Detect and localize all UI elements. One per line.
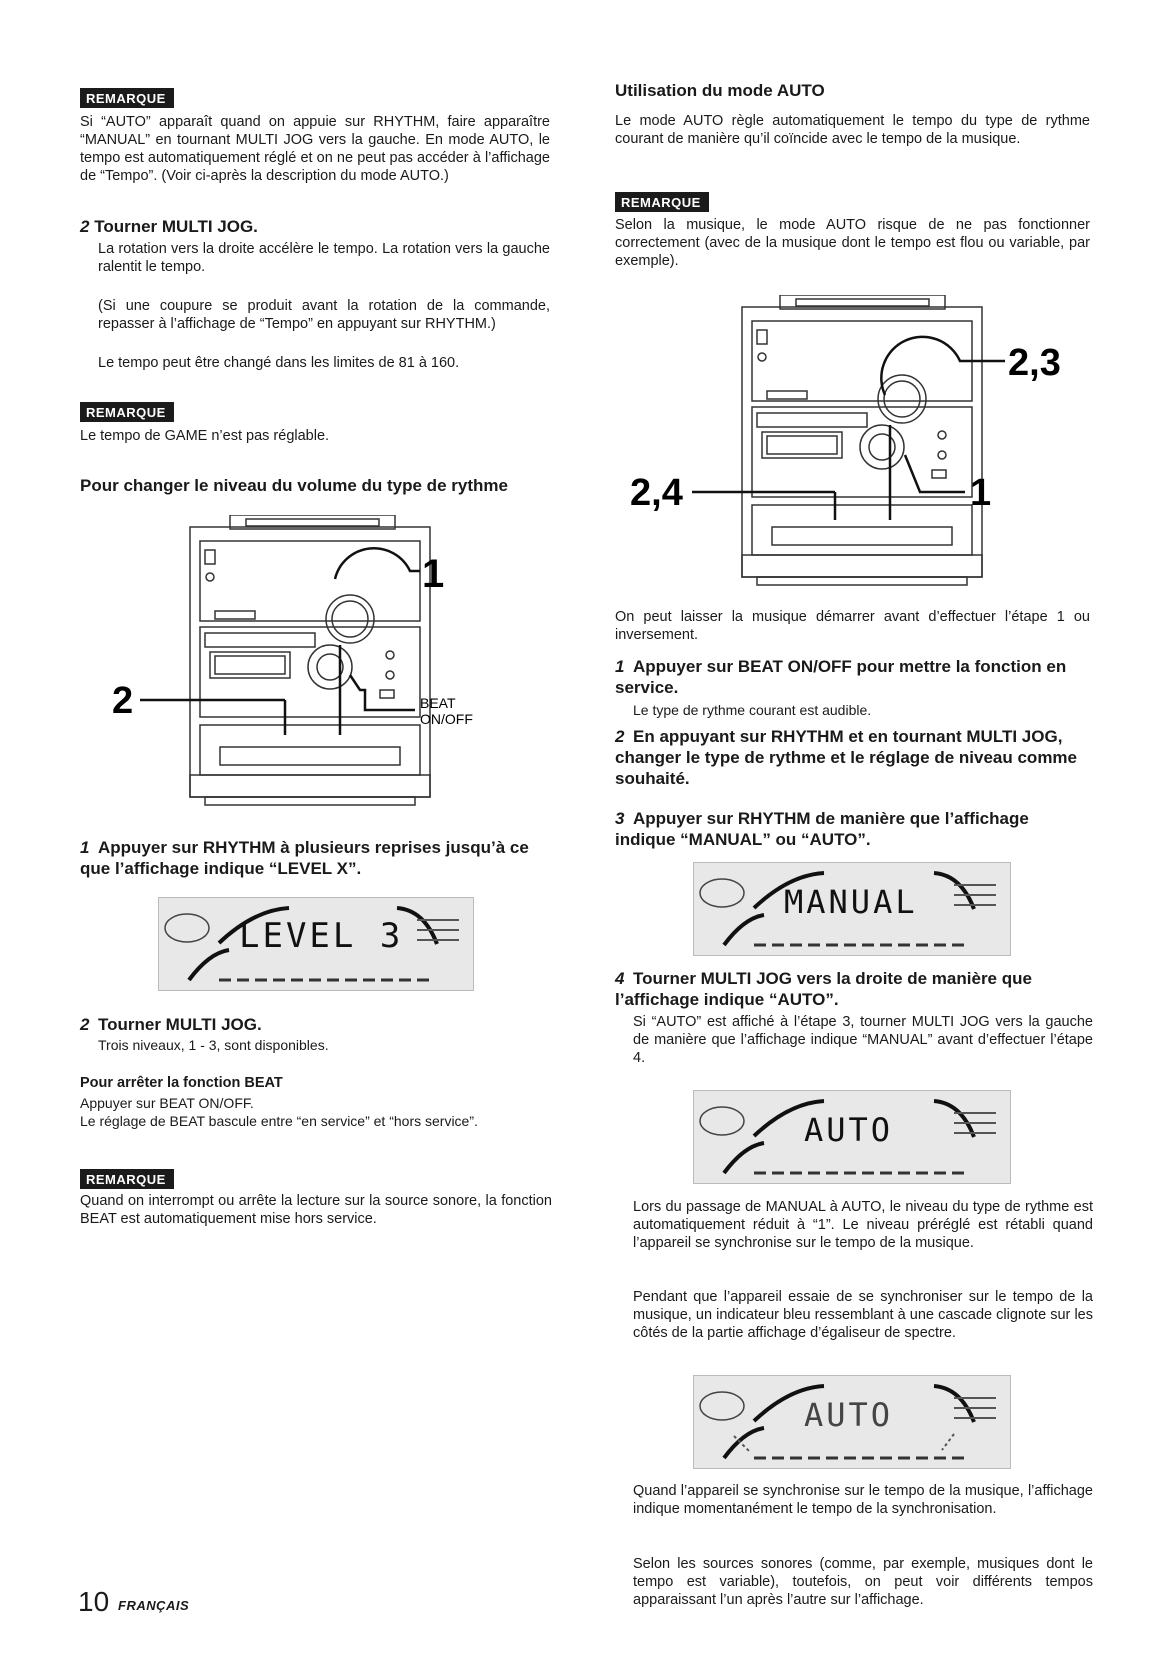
step-title: Appuyer sur RHYTHM à plusieurs reprises jusqu’à ce que l’affichage indique “LEVEL X”. [80,838,529,878]
paragraph: Selon les sources sonores (comme, par exemple, musiques dont le tempo est variable), toutefois, on peut voir différents tempos apparaissant l’un après l’autre sur l’affichage. [633,1556,1093,1608]
beat-stop-title: Pour arrêter la fonction BEAT [80,1075,283,1091]
stereo-figure [630,295,1070,595]
step-title: Tourner MULTI JOG. [94,217,258,236]
step-heading [80,837,555,879]
callout-1: 1 [422,552,445,596]
step-text: Si “AUTO” est affiché à l’étape 3, tourner MULTI JOG vers la gauche de manière que l’affichage indique “MANUAL” avant d’effectuer l’étape 4. [633,1014,1093,1066]
callout-24: 2,4 [630,472,683,514]
lcd-text: MANUAL [784,883,918,921]
step-heading [615,968,1093,1010]
lcd-display-auto [693,1090,1011,1184]
step-note: (Si une coupure se produit avant la rotation de la commande, repasser à l’affichage de “Tempo” en appuyant sur RHYTHM.) [98,298,550,332]
step-text: La rotation vers la droite accélère le tempo. La rotation vers la gauche ralentit le tempo. [98,241,550,275]
step-number: 3 [615,809,625,828]
step-heading [80,1014,555,1035]
stereo-body [190,527,430,797]
page-number: 10 [78,1586,110,1617]
lcd-display-level [158,897,474,991]
beat-stop-line1: Appuyer sur BEAT ON/OFF. [80,1095,254,1111]
step-title: Tourner MULTI JOG vers la droite de manière que l’affichage indique “AUTO”. [615,969,1032,1009]
paragraph: Pendant que l’appareil essaie de se synchroniser sur le tempo de la musique, un indicateur bleu ressemblant à une cascade clignote sur les côtés de la partie affichage d’égaliseur de spectre. [633,1289,1093,1341]
step-title: Tourner MULTI JOG. [98,1015,262,1034]
step-title: En appuyant sur RHYTHM et en tournant MULTI JOG, changer le type de rythme et le réglage de niveau comme souhaité. [615,727,1078,788]
step-text: Trois niveaux, 1 - 3, sont disponibles. [98,1037,329,1053]
remark-badge: REMARQUE [80,402,174,422]
paragraph: Lors du passage de MANUAL à AUTO, le niveau du type de rythme est automatiquement réduit à “1”. Le niveau préréglé est rétabli quand l’appareil se synchronise sur le tempo de la musique. [633,1199,1093,1251]
remark-text: Si “AUTO” apparaît quand on appuie sur RHYTHM, faire apparaître “MANUAL” en tournant MULTI JOG vers la gauche. En mode AUTO, le tempo est automatiquement réglé et on ne peut pas accéder à l’affichage de “Tempo”. (Voir ci-après la description du mode AUTO.) [80,114,550,184]
remark-text: Selon la musique, le mode AUTO risque de ne pas fonctionner correctement (avec de la musique dont le tempo est flou ou variable, par exemple). [615,217,1090,269]
multi-jog-knob [878,375,926,423]
step-heading [615,726,1093,789]
lcd-text: AUTO [804,1111,894,1149]
step-number: 4 [615,969,625,988]
stereo-figure [110,515,530,820]
step-range-text: Le tempo peut être changé dans les limites de 81 à 160. [98,355,460,371]
lcd-text: LEVEL 3 [239,916,404,956]
step-number: 2 [80,217,90,236]
step-number: 2 [80,1015,90,1034]
beat-stop-line2: Le réglage de BEAT bascule entre “en service” et “hors service”. [80,1113,478,1129]
stereo-body [742,307,982,577]
callout-23: 2,3 [1008,342,1061,384]
step-title: Appuyer sur RHYTHM de manière que l’affichage indique “MANUAL” ou “AUTO”. [615,809,1029,849]
remark-badge: REMARQUE [615,192,709,212]
step-number: 1 [615,657,625,676]
remark-text: Quand on interrompt ou arrête la lecture sur la source sonore, la fonction BEAT est automatiquement mise hors service. [80,1193,552,1227]
remark-badge: REMARQUE [80,88,174,108]
beat-label: BEAT [420,695,456,711]
lcd-display-manual [693,862,1011,956]
step-text: Le type de rythme courant est audible. [633,702,872,718]
auto-text: Le mode AUTO règle automatiquement le tempo du type de rythme courant de manière qu’il coïncide avec le tempo de la musique. [615,113,1090,147]
callout-2: 2 [112,680,134,722]
figure-caption: On peut laisser la musique démarrer avant d’effectuer l’étape 1 ou inversement. [615,609,1090,643]
step-title: Appuyer sur BEAT ON/OFF pour mettre la fonction en service. [615,657,1067,697]
remark-badge: REMARQUE [80,1169,174,1189]
step-heading [80,216,550,237]
step-number: 2 [615,727,625,746]
section-title: Pour changer le niveau du volume du type de rythme [80,476,508,495]
step-heading [615,656,1093,698]
section-title: Utilisation du mode AUTO [615,81,825,100]
beat-label-onoff: ON/OFF [420,711,473,727]
step-heading [615,808,1093,850]
multi-jog-knob [326,595,374,643]
lcd-text: AUTO [804,1396,894,1434]
paragraph: Quand l’appareil se synchronise sur le tempo de la musique, l’affichage indique momentanément le tempo de la synchronisation. [633,1483,1093,1517]
remark-text: Le tempo de GAME n’est pas réglable. [80,428,330,444]
lcd-display-auto-sync [693,1375,1011,1469]
step-number: 1 [80,838,90,857]
language-label: FRANÇAIS [118,1598,190,1613]
callout-1: 1 [970,472,992,514]
